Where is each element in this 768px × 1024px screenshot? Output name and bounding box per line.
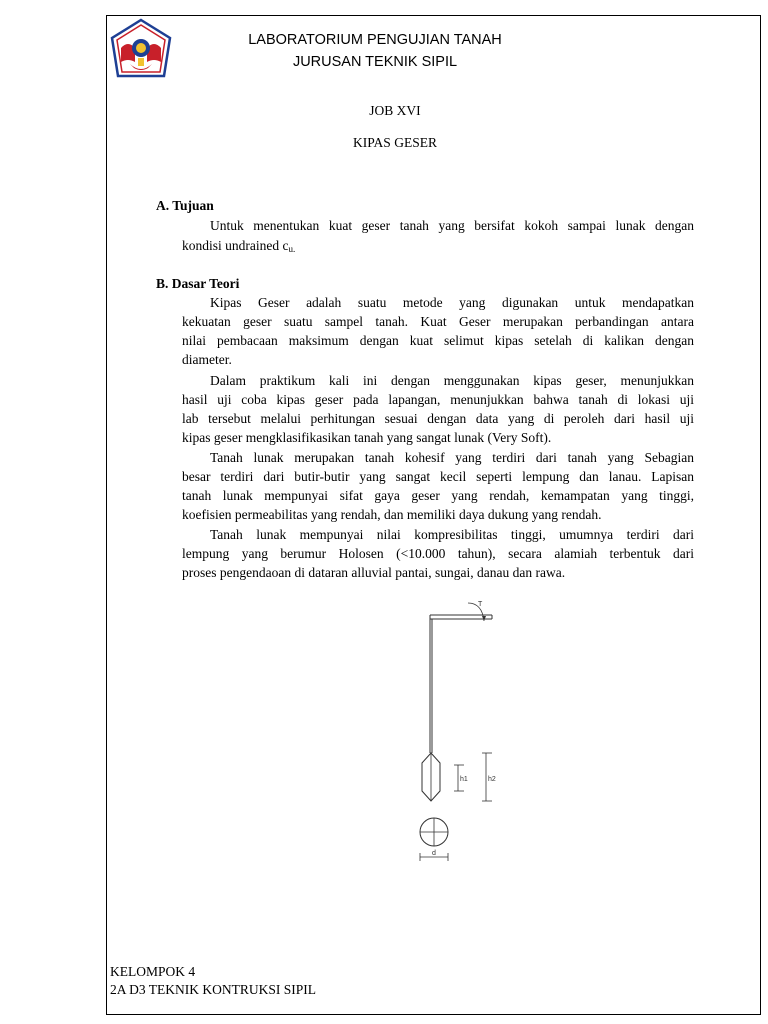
paragraph-line: proses pengendaoan di dataran alluvial pantai, sungai, danau dan rawa.	[182, 565, 566, 580]
paragraph-line: Untuk menentukan kuat geser tanah yang bersifat kokoh sampai lunak dengan	[210, 218, 694, 233]
vane-shear-diagram	[410, 595, 520, 875]
paragraph-line: hasil uji coba kipas geser pada lapangan, menunjukkan bahwa tanah di lokasi uji	[182, 392, 694, 407]
paragraph-line: koefisien permeabilitas yang rendah, dan memiliki daya dukung yang rendah.	[182, 507, 602, 522]
section-a-heading: A. Tujuan	[156, 198, 214, 213]
paragraph-line: Kipas Geser adalah suatu metode yang digunakan untuk mendapatkan	[210, 295, 694, 310]
footer-group: KELOMPOK 4	[110, 964, 196, 979]
paragraph-line: Dalam praktikum kali ini dengan menggunakan kipas geser, menunjukkan	[210, 373, 694, 388]
section-b-heading: B. Dasar Teori	[156, 276, 240, 291]
paragraph-line: Tanah lunak merupakan tanah kohesif yang terdiri dari tanah yang Sebagian	[210, 450, 694, 465]
footer-class: 2A D3 TEKNIK KONTRUKSI SIPIL	[110, 982, 317, 997]
university-emblem-icon	[108, 18, 174, 84]
diameter-label: d	[432, 850, 436, 857]
lab-title: LABORATORIUM PENGUJIAN TANAH	[248, 32, 502, 48]
subscript-u: u.	[288, 244, 296, 254]
paragraph-line: tanah lunak mempunyai sifat gaya geser yang rendah, kemampatan yang tinggi,	[182, 488, 694, 503]
paragraph-line: lempung yang berumur Holosen (<10.000 tahun), secara alamiah terbentuk dari	[182, 546, 694, 561]
h1-label: h1	[460, 776, 468, 783]
job-name: KIPAS GESER	[353, 135, 437, 150]
paragraph-line: besar terdiri dari butir-butir yang sangat kecil seperti lempung dan lanau. Lapisan	[182, 469, 694, 484]
paragraph-line: lab tersebut melalui perhitungan sesuai dengan data yang di peroleh dari hasil uji	[182, 411, 694, 426]
paragraph-line: diameter.	[182, 352, 232, 367]
department-title: JURUSAN TEKNIK SIPIL	[292, 54, 458, 70]
job-number: JOB XVI	[369, 103, 421, 118]
torque-label: T	[478, 601, 483, 608]
paragraph-line: kekuatan geser suatu sampel tanah. Kuat Geser merupakan perbandingan antara	[182, 314, 694, 329]
paragraph-line: kipas geser mengklasifikasikan tanah yang sangat lunak (Very Soft).	[182, 430, 552, 445]
paragraph-line: Tanah lunak mempunyai nilai kompresibilitas tinggi, umumnya terdiri dari	[210, 527, 694, 542]
paragraph-line: nilai pembacaan maksimum dengan kuat selimut kipas setelah di kalikan dengan	[182, 333, 694, 348]
paragraph-line: kondisi undrained $c_{u.}$	[182, 238, 296, 254]
h2-label: h2	[488, 776, 496, 783]
